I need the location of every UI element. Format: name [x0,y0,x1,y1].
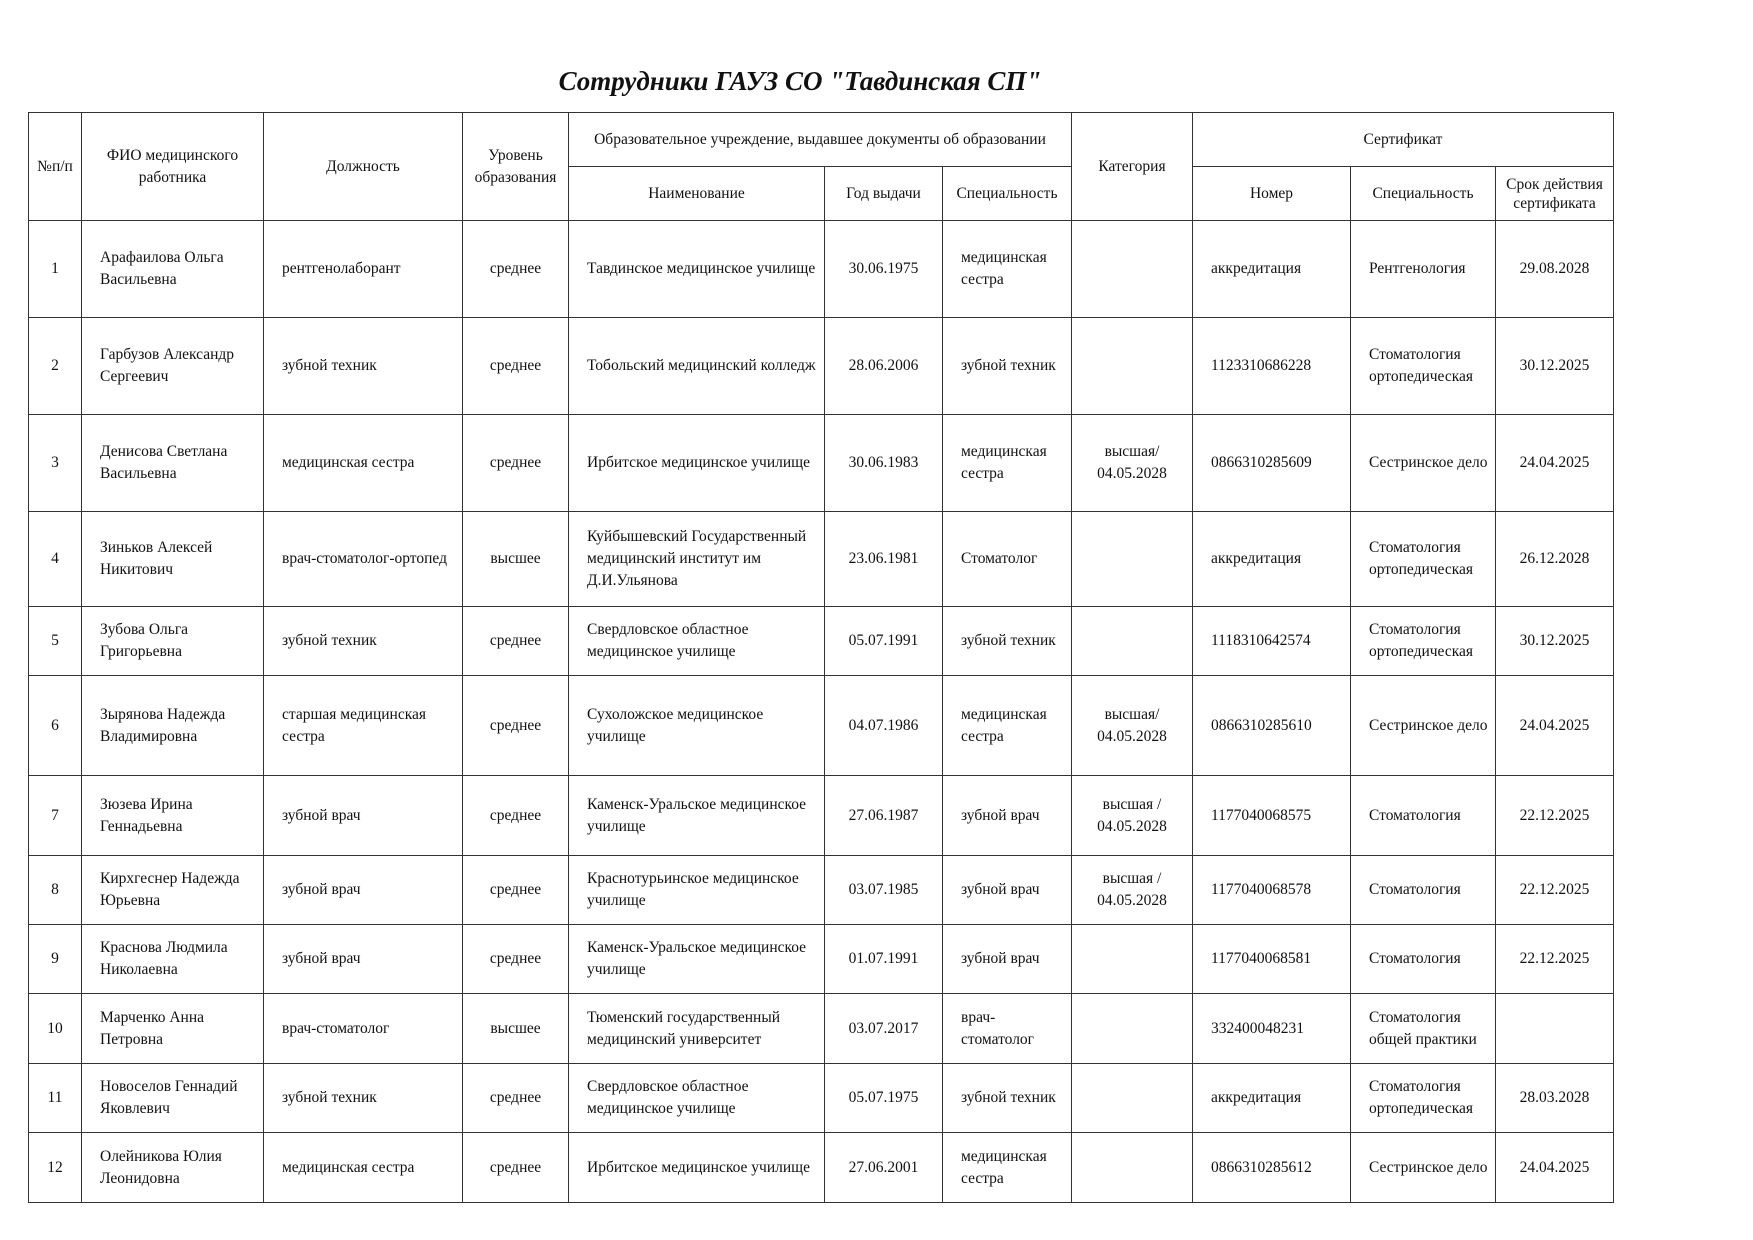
row-specialty: Стоматолог [943,512,1072,607]
row-cert-specialty: Сестринское дело [1351,415,1496,512]
row-year: 01.07.1991 [825,925,943,994]
row-position: зубной техник [264,318,463,415]
row-specialty: медицинская сестра [943,221,1072,318]
row-position: зубной врач [264,925,463,994]
row-cert-number: аккредитация [1193,221,1351,318]
row-year: 03.07.2017 [825,994,943,1064]
row-institution: Тюменский государственный медицинский университет [569,994,825,1064]
row-specialty: медицинская сестра [943,676,1072,776]
header-cert-specialty: Специальность [1351,167,1496,221]
row-validity [1496,994,1614,1064]
header-edu-level: Уровень образования [463,113,569,221]
row-position: медицинская сестра [264,1133,463,1203]
row-num: 8 [29,856,82,925]
row-year: 28.06.2006 [825,318,943,415]
row-edu-level: среднее [463,221,569,318]
row-year: 30.06.1983 [825,415,943,512]
staff-table [28,112,1614,1203]
row-specialty: зубной врач [943,856,1072,925]
table-row [29,1064,1614,1133]
header-category: Категория [1072,113,1193,221]
row-validity: 22.12.2025 [1496,856,1614,925]
header-institution-group: Образовательное учреждение, выдавшее документы об образовании [569,113,1072,167]
header-cert-number: Номер [1193,167,1351,221]
row-specialty: зубной техник [943,318,1072,415]
row-specialty: зубной врач [943,925,1072,994]
row-institution: Сухоложское медицинское училище [569,676,825,776]
row-position: врач-стоматолог-ортопед [264,512,463,607]
row-category: высшая / 04.05.2028 [1072,856,1193,925]
row-validity: 22.12.2025 [1496,776,1614,856]
row-edu-level: среднее [463,856,569,925]
row-num: 10 [29,994,82,1064]
table-row [29,776,1614,856]
table-row [29,1133,1614,1203]
table-row [29,512,1614,607]
row-category [1072,318,1193,415]
table-row [29,994,1614,1064]
row-cert-number: 1177040068578 [1193,856,1351,925]
row-edu-level: среднее [463,1133,569,1203]
row-category [1072,994,1193,1064]
row-edu-level: среднее [463,676,569,776]
row-validity: 30.12.2025 [1496,318,1614,415]
table-row [29,925,1614,994]
row-category: высшая/ 04.05.2028 [1072,676,1193,776]
row-num: 4 [29,512,82,607]
row-year: 03.07.1985 [825,856,943,925]
row-institution: Ирбитское медицинское училище [569,1133,825,1203]
header-specialty: Специальность [943,167,1072,221]
row-cert-number: 1177040068575 [1193,776,1351,856]
row-year: 05.07.1975 [825,1064,943,1133]
row-specialty: медицинская сестра [943,415,1072,512]
row-cert-specialty: Стоматология ортопедическая [1351,318,1496,415]
row-cert-number: 332400048231 [1193,994,1351,1064]
row-cert-specialty: Рентгенология [1351,221,1496,318]
row-cert-number: 0866310285609 [1193,415,1351,512]
row-specialty: зубной врач [943,776,1072,856]
row-year: 27.06.2001 [825,1133,943,1203]
page-title: Сотрудники ГАУЗ СО "Тавдинская СП" [558,66,1042,96]
row-institution: Тобольский медицинский колледж [569,318,825,415]
row-cert-number: 0866310285610 [1193,676,1351,776]
row-category [1072,925,1193,994]
row-year: 27.06.1987 [825,776,943,856]
row-fio: Арафаилова Ольга Васильевна [82,221,264,318]
row-edu-level: среднее [463,607,569,676]
table-row [29,221,1614,318]
row-institution: Свердловское областное медицинское училище [569,607,825,676]
row-specialty: медицинская сестра [943,1133,1072,1203]
row-edu-level: высшее [463,512,569,607]
header-position: Должность [264,113,463,221]
row-institution: Тавдинское медицинское училище [569,221,825,318]
row-fio: Зубова Ольга Григорьевна [82,607,264,676]
header-fio: ФИО медицинского работника [82,113,264,221]
row-cert-specialty: Стоматология ортопедическая [1351,1064,1496,1133]
row-cert-number: 0866310285612 [1193,1133,1351,1203]
row-year: 05.07.1991 [825,607,943,676]
row-edu-level: среднее [463,776,569,856]
row-category [1072,1133,1193,1203]
row-cert-specialty: Стоматология [1351,856,1496,925]
row-num: 11 [29,1064,82,1133]
row-fio: Марченко Анна Петровна [82,994,264,1064]
row-category: высшая/ 04.05.2028 [1072,415,1193,512]
row-specialty: зубной техник [943,607,1072,676]
row-fio: Новоселов Геннадий Яковлевич [82,1064,264,1133]
row-edu-level: среднее [463,925,569,994]
table-header [29,113,1614,221]
row-cert-specialty: Стоматология [1351,776,1496,856]
header-inst-name: Наименование [569,167,825,221]
row-cert-specialty: Сестринское дело [1351,1133,1496,1203]
row-position: зубной техник [264,1064,463,1133]
row-cert-number: 1118310642574 [1193,607,1351,676]
row-fio: Кирхгеснер Надежда Юрьевна [82,856,264,925]
table-row [29,318,1614,415]
row-validity: 22.12.2025 [1496,925,1614,994]
row-edu-level: высшее [463,994,569,1064]
row-specialty: зубной техник [943,1064,1072,1133]
row-institution: Каменск-Уральское медицинское училище [569,776,825,856]
row-edu-level: среднее [463,318,569,415]
row-cert-specialty: Стоматология ортопедическая [1351,512,1496,607]
row-position: зубной врач [264,856,463,925]
row-cert-number: 1177040068581 [1193,925,1351,994]
row-validity: 24.04.2025 [1496,1133,1614,1203]
row-validity: 26.12.2028 [1496,512,1614,607]
row-fio: Денисова Светлана Васильевна [82,415,264,512]
row-cert-specialty: Стоматология [1351,925,1496,994]
row-edu-level: среднее [463,415,569,512]
row-validity: 24.04.2025 [1496,676,1614,776]
row-position: медицинская сестра [264,415,463,512]
row-year: 30.06.1975 [825,221,943,318]
row-position: зубной техник [264,607,463,676]
row-cert-number: аккредитация [1193,512,1351,607]
row-category [1072,512,1193,607]
header-year: Год выдачи [825,167,943,221]
row-fio: Зиньков Алексей Никитович [82,512,264,607]
row-institution: Краснотурьинское медицинское училище [569,856,825,925]
row-validity: 28.03.2028 [1496,1064,1614,1133]
table-body [29,221,1614,1203]
row-num: 3 [29,415,82,512]
row-validity: 24.04.2025 [1496,415,1614,512]
row-position: зубной врач [264,776,463,856]
row-cert-specialty: Сестринское дело [1351,676,1496,776]
row-cert-number: аккредитация [1193,1064,1351,1133]
row-year: 04.07.1986 [825,676,943,776]
row-cert-specialty: Стоматология общей практики [1351,994,1496,1064]
row-num: 5 [29,607,82,676]
row-cert-specialty: Стоматология ортопедическая [1351,607,1496,676]
row-fio: Краснова Людмила Николаевна [82,925,264,994]
row-institution: Куйбышевский Государственный медицинский институт им Д.И.Ульянова [569,512,825,607]
row-num: 7 [29,776,82,856]
table-row [29,607,1614,676]
row-fio: Зюзева Ирина Геннадьевна [82,776,264,856]
table-row [29,415,1614,512]
row-institution: Каменск-Уральское медицинское училище [569,925,825,994]
header-certificate-group: Сертификат [1193,113,1614,167]
row-category [1072,1064,1193,1133]
row-edu-level: среднее [463,1064,569,1133]
row-validity: 29.08.2028 [1496,221,1614,318]
row-category [1072,607,1193,676]
table-row [29,856,1614,925]
row-category [1072,221,1193,318]
row-institution: Свердловское областное медицинское училище [569,1064,825,1133]
row-num: 12 [29,1133,82,1203]
row-num: 6 [29,676,82,776]
row-institution: Ирбитское медицинское училище [569,415,825,512]
row-num: 9 [29,925,82,994]
row-position: врач-стоматолог [264,994,463,1064]
row-position: старшая медицинская сестра [264,676,463,776]
row-fio: Зырянова Надежда Владимировна [82,676,264,776]
header-cert-validity: Срок действия сертификата [1496,167,1614,221]
table-row [29,676,1614,776]
row-category: высшая / 04.05.2028 [1072,776,1193,856]
row-position: рентгенолаборант [264,221,463,318]
row-validity: 30.12.2025 [1496,607,1614,676]
row-year: 23.06.1981 [825,512,943,607]
row-num: 1 [29,221,82,318]
row-num: 2 [29,318,82,415]
row-fio: Олейникова Юлия Леонидовна [82,1133,264,1203]
row-specialty: врач-стоматолог [943,994,1072,1064]
header-num: №п/п [29,113,82,221]
row-fio: Гарбузов Александр Сергеевич [82,318,264,415]
row-cert-number: 1123310686228 [1193,318,1351,415]
